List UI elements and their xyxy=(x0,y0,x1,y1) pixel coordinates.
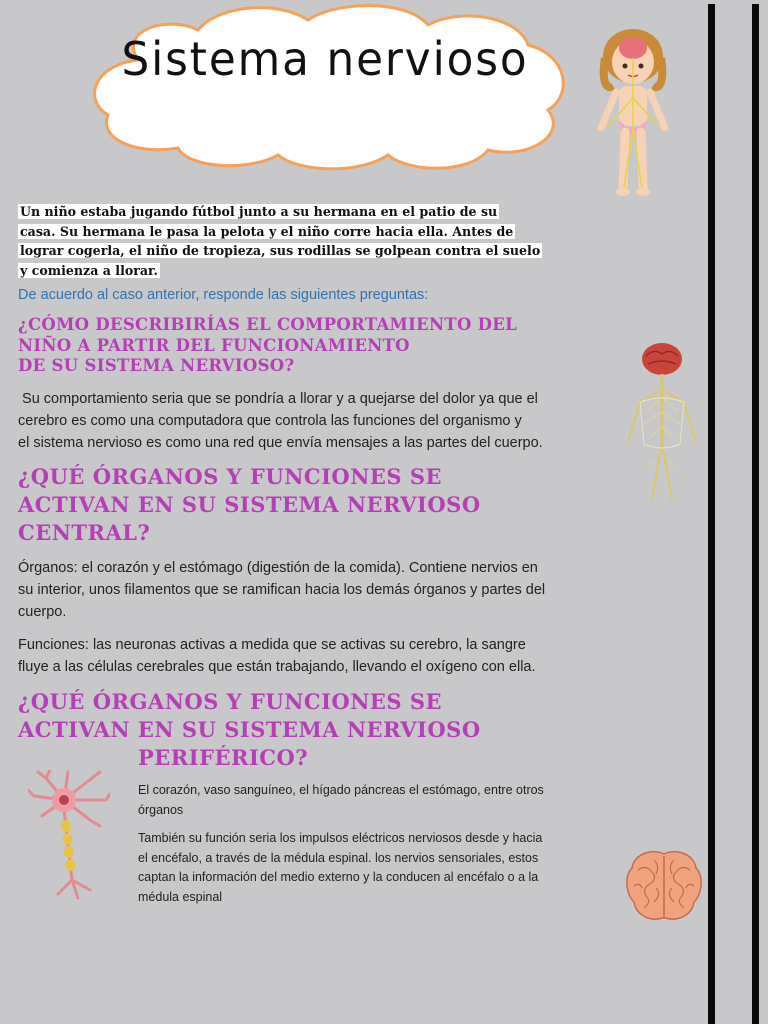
answer-1-line: cerebro es como una computadora que controla las funciones del organismo y xyxy=(18,413,522,429)
story-line: casa. Su hermana le pasa la pelota y el niño corre hacia ella. Antes de xyxy=(20,223,514,239)
answer-2-line: Funciones: las neuronas activas a medida que se activas su cerebro, la sangre xyxy=(18,637,526,653)
answer-2-line: fluye a las células cerebrales que están trabajando, llevando el oxígeno con ella. xyxy=(18,659,536,675)
answer-1 xyxy=(18,388,618,454)
nervous-system-figure-illustration xyxy=(620,342,704,502)
answer-2-line: Órganos: el corazón y el estómago (digestión de la comida). Contiene nervios en xyxy=(18,560,538,576)
question-1-heading xyxy=(18,315,618,377)
story-paragraph xyxy=(18,202,608,280)
girl-nervous-system-illustration xyxy=(583,28,683,198)
right-border-bar-1 xyxy=(708,4,715,1024)
answer-2-organs xyxy=(18,557,618,623)
story-line: Un niño estaba jugando fútbol junto a su hermana en el patio de su xyxy=(20,204,498,219)
question-1-line: ¿CÓMO DESCRIBIRÍAS EL COMPORTAMIENTO DEL xyxy=(18,315,518,334)
story-line: y comienza a llorar. xyxy=(20,262,158,278)
neuron-illustration xyxy=(28,770,110,900)
answer-3-organs xyxy=(138,781,598,820)
question-2-line: ACTIVAN EN SU SISTEMA NERVIOSO xyxy=(18,492,481,517)
question-3-line: ACTIVAN EN SU SISTEMA NERVIOSO xyxy=(18,717,481,742)
answer-3-line: También su función seria los impulsos eléctricos nerviosos desde y hacia xyxy=(138,831,543,845)
question-1-line: DE SU SISTEMA NERVIOSO? xyxy=(18,356,295,375)
answer-3-line: médula espinal xyxy=(138,889,223,904)
question-1-line: NIÑO A PARTIR DEL FUNCIONAMIENTO xyxy=(18,335,410,355)
answer-3-line: órganos xyxy=(138,802,184,817)
answer-3-line: el encéfalo, a través de la médula espinal. los nervios sensoriales, estos xyxy=(138,850,539,865)
question-3-heading xyxy=(18,688,628,772)
answer-1-line: Su comportamiento seria que se pondría a llorar y a quejarse del dolor ya que el xyxy=(18,391,538,407)
answer-2-line: su interior, unos filamentos que se ramifican hacia los demás órganos y partes del xyxy=(18,582,546,598)
answer-3-functions xyxy=(138,829,598,907)
answer-2-line: cuerpo. xyxy=(18,604,67,620)
story-line: lograr cogerla, el niño de tropieza, sus rodillas se golpean contra el suelo xyxy=(20,243,541,258)
question-2-heading xyxy=(18,463,628,547)
cloud-title-shape xyxy=(78,0,578,175)
brain-illustration xyxy=(624,848,704,924)
answer-3-line: captan la información del medio externo y la conducen al encéfalo o a la xyxy=(138,870,539,884)
answer-1-line: el sistema nervioso es como una red que envía mensajes a las partes del cuerpo. xyxy=(18,435,543,451)
question-2-line: ¿QUÉ ÓRGANOS Y FUNCIONES SE xyxy=(18,464,443,489)
answer-3-line: El corazón, vaso sanguíneo, el hígado páncreas el estómago, entre otros xyxy=(138,783,544,797)
question-3-line: PERIFÉRICO? xyxy=(138,745,309,770)
page-title: Sistema nervioso xyxy=(121,32,529,86)
answer-2-functions xyxy=(18,634,618,678)
instruction-text: De acuerdo al caso anterior, responde las siguientes preguntas: xyxy=(18,287,429,303)
right-border-bar-2 xyxy=(752,4,759,1024)
question-2-line: CENTRAL? xyxy=(18,520,151,545)
question-3-line: ¿QUÉ ÓRGANOS Y FUNCIONES SE xyxy=(18,689,443,714)
